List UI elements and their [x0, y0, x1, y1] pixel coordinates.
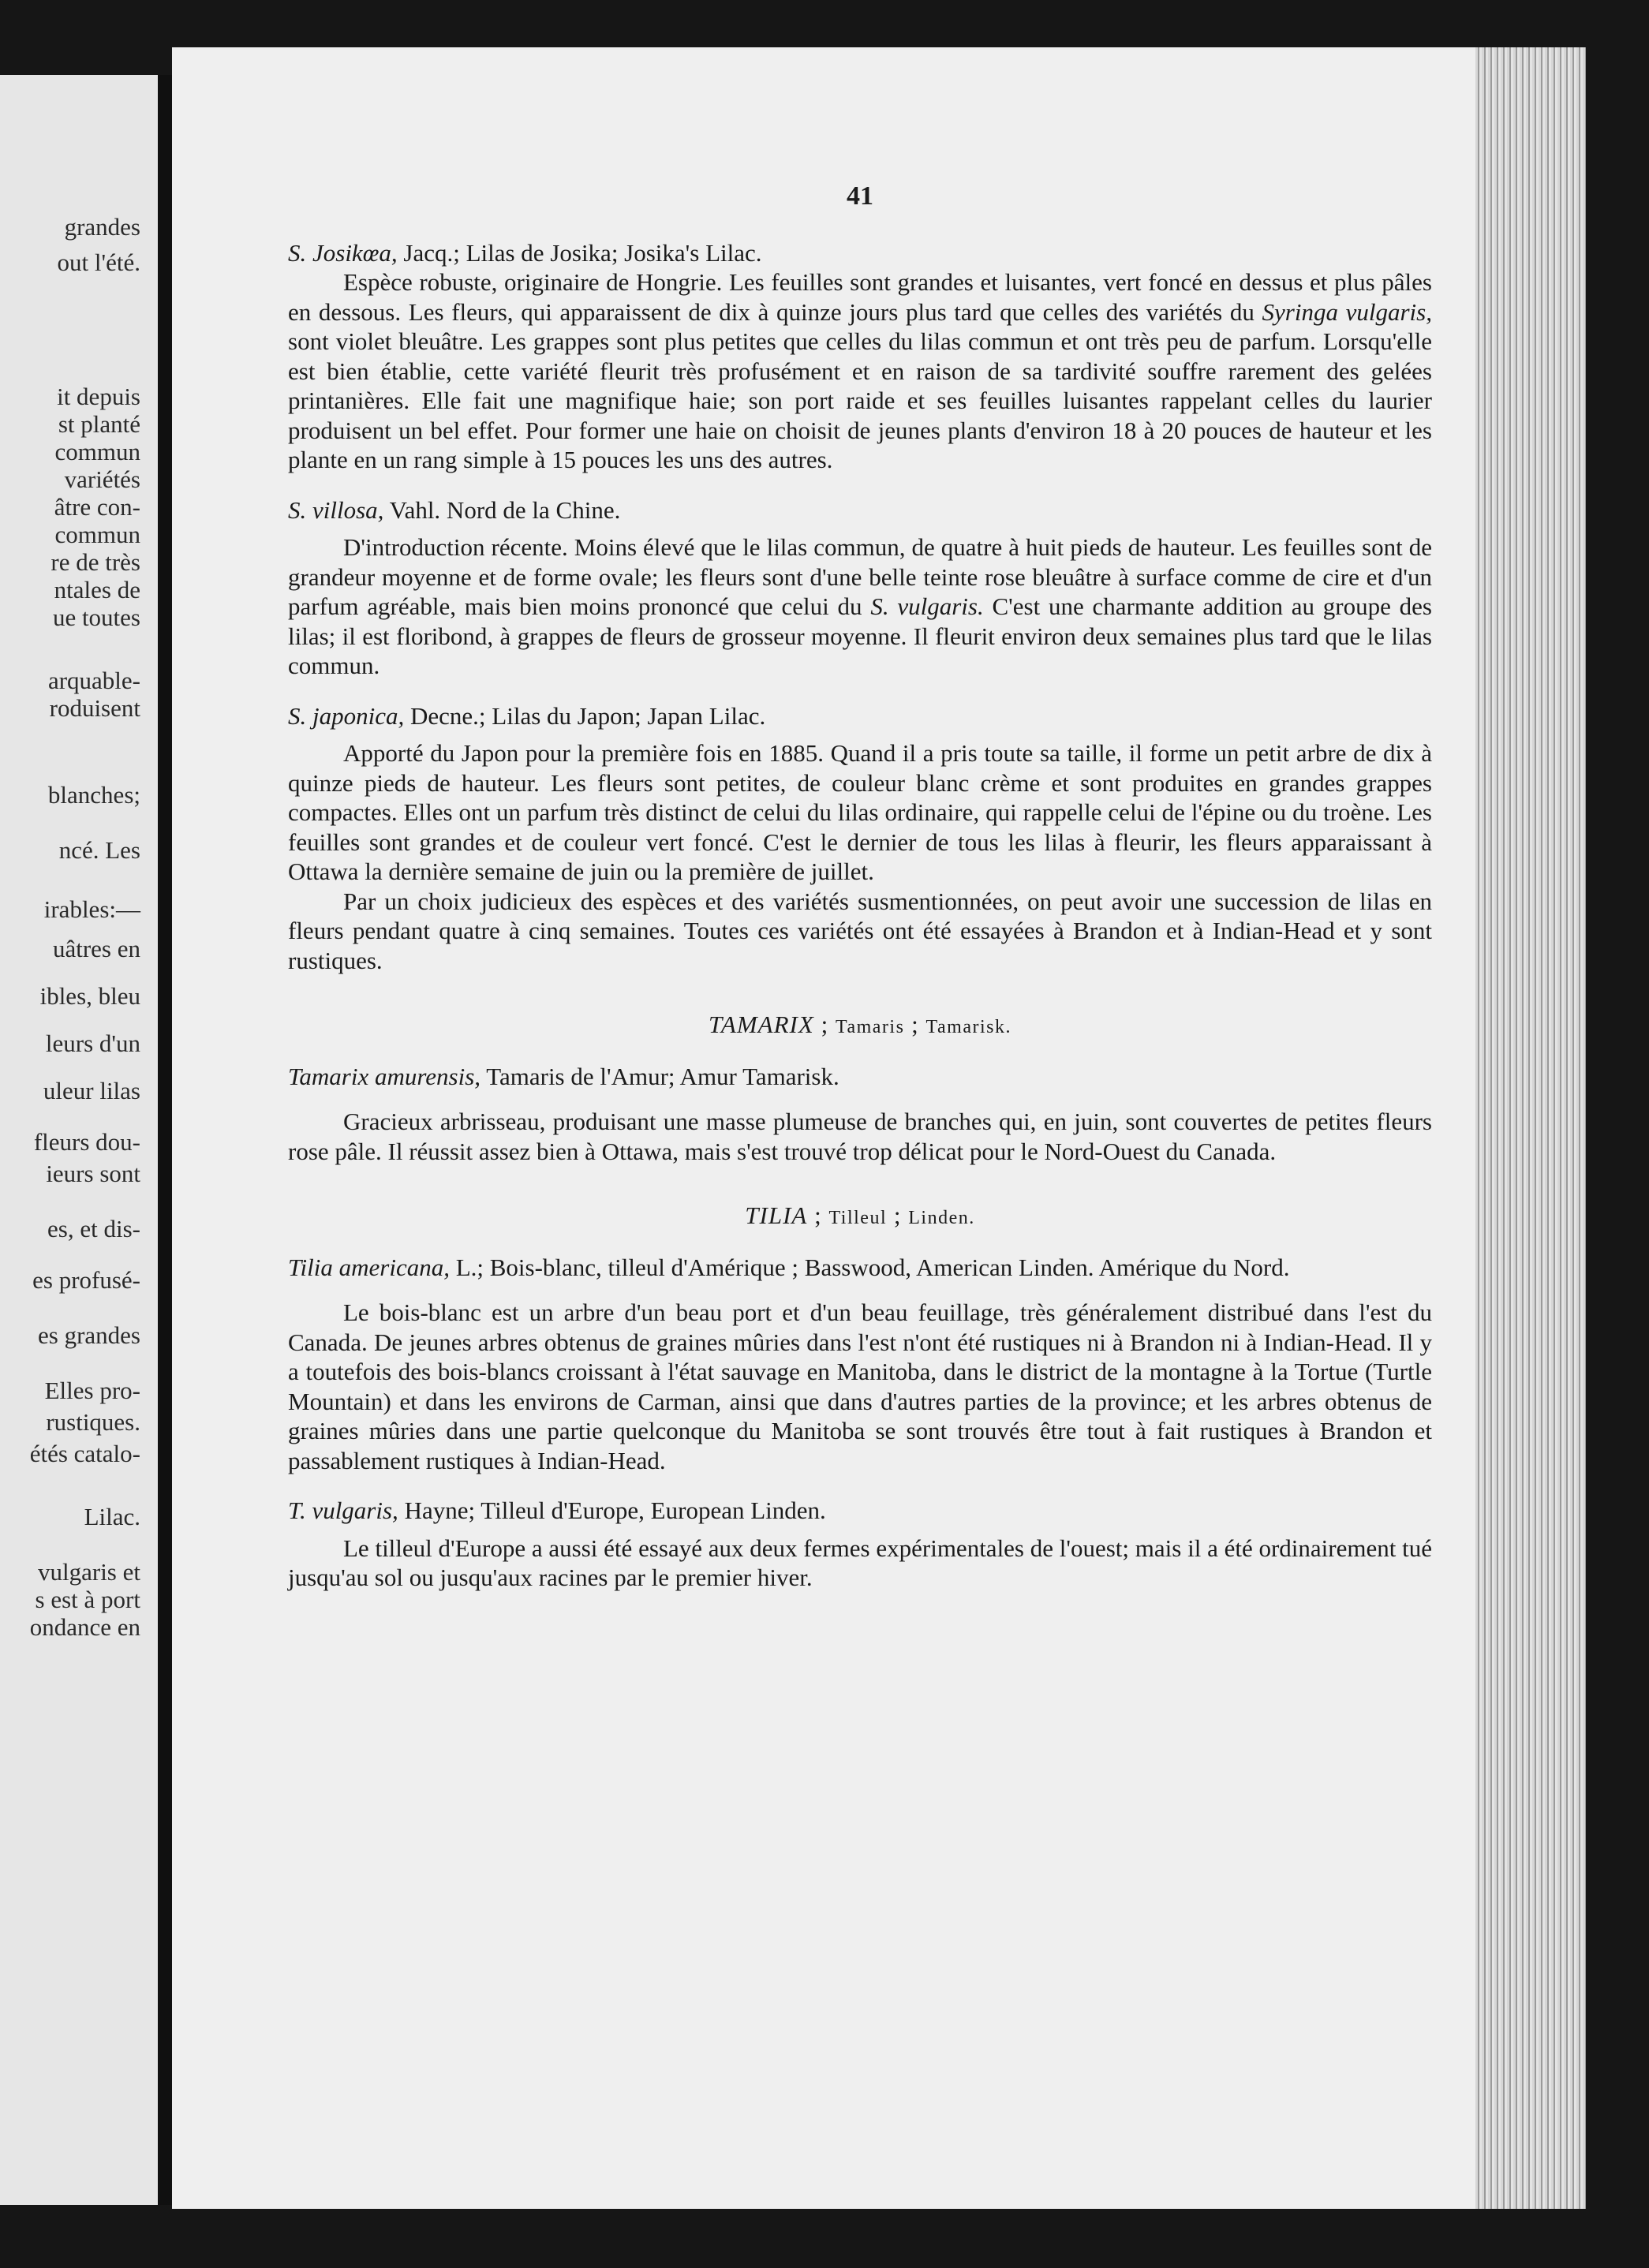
left-margin-fragment: commun [54, 438, 140, 465]
paragraph-josikaea: Espèce robuste, originaire de Hongrie. Les feuilles sont grandes et luisantes, vert foncé en dessus et plus pâles en dessous. Les fleurs, qui apparaissent de dix à quinze jours plus tard que celles des variétés du Syringa vulgaris, sont violet bleuâtre. Les grappes sont plus petites que celles du lilas commun et ont très peu de parfum. Lorsqu'elle est bien établie, cette variété fleurit très profusément et en raison de sa tardivité souffre rarement des gelées printanières. Elle fait une magnifique haie; son port raide et ses feuilles luisantes rappelant celles du laurier produisent un bel effet. Pour former une haie on choisit de jeunes plants d'environ 18 à 20 pouces de hauteur et les plante en un rang simple à 15 pouces les uns des autres. [288, 268, 1432, 473]
page-number: 41 [847, 181, 873, 211]
species-name: T. vulgaris, [288, 1496, 398, 1524]
left-margin-fragment: out l'été. [57, 248, 140, 276]
entry-heading-tilia-vulgaris: T. vulgaris, Hayne; Tilleul d'Europe, European Linden. [288, 1496, 826, 1524]
left-margin-fragment: variétés [64, 465, 140, 493]
species-name: S. japonica, [288, 701, 405, 730]
left-margin-fragment: es grandes [38, 1321, 140, 1349]
left-margin-fragment: uâtres en [52, 935, 140, 962]
paragraph-japonica-1: Apporté du Japon pour la première fois en 1885. Quand il a pris toute sa taille, il forme un petit arbre de dix à quinze pieds de hauteur. Les fleurs sont petites, de couleur blanc crème et sont produites en grandes grappes compactes. Elles ont un parfum très distinct de celui du lilas ordinaire, qui rappelle celui de l'épine ou du troène. Les feuilles sont grandes et de couleur vert foncé. C'est le dernier de tous les lilas à fleurir, les fleurs apparaissant à Ottawa la dernière semaine de juin ou la première de juillet. [288, 739, 1432, 885]
entry-heading-tamarix: Tamarix amurensis, Tamaris de l'Amur; Amur Tamarisk. [288, 1062, 839, 1090]
left-margin-fragment: étés catalo- [29, 1440, 140, 1467]
entry-heading-villosa: S. villosa, Vahl. Nord de la Chine. [288, 495, 621, 524]
paragraph-japonica-2: Par un choix judicieux des espèces et des variétés susmentionnées, on peut avoir une succession de lilas en fleurs pendant quatre à cinq semaines. Toutes ces variétés ont été essayées à Brandon et à Indian-Head et y sont rustiques. [288, 887, 1432, 974]
genus-heading-tilia: TILIA ; Tilleul ; Linden. [745, 1201, 975, 1229]
left-margin-fragment: Lilac. [84, 1503, 140, 1530]
paragraph-villosa: D'introduction récente. Moins élevé que le lilas commun, de quatre à huit pieds de hauteur. Les feuilles sont de grandeur moyenne et de forme ovale; les fleurs sont d'une belle teinte rose bleuâtre à surface comme de cire et d'un parfum agréable, mais bien moins prononcé que celui du S. vulgaris. C'est une charmante addition au groupe des lilas; il est floribond, à grappes de fleurs de grosseur moyenne. Il fleurit environ deux semaines plus tard que le lilas commun. [288, 533, 1432, 679]
left-margin-fragment: âtre con- [54, 493, 140, 521]
left-margin-fragment: ntales de [54, 576, 140, 603]
left-margin-fragment: ibles, bleu [39, 982, 140, 1010]
paragraph-tilia: Le bois-blanc est un arbre d'un beau port et d'un beau feuillage, très généralement distribué dans l'est du Canada. De jeunes arbres obtenus de graines mûries dans l'est n'ont été rustiques ni à Brandon ni à Indian-Head. Il y a toutefois des bois-blancs croissant à l'état sauvage en Manitoba, dans le district de la montagne à la Tortue (Turtle Mountain) et dans les environs de Carman, ainsi que dans d'autres parties de la province; et les arbres obtenus de graines mûries dans une partie quelconque du Manitoba se sont trouvés être tout à fait rustiques à Brandon et passablement rustiques à Indian-Head. [288, 1298, 1432, 1474]
left-margin-fragment: st planté [58, 410, 140, 438]
left-margin-fragment: roduisent [49, 694, 140, 722]
genus-heading-tamarix: TAMARIX ; Tamaris ; Tamarisk. [708, 1011, 1012, 1038]
left-margin-fragment: s est à port [35, 1586, 140, 1613]
left-margin-fragment: ncé. Les [58, 836, 140, 864]
species-name: Tilia americana, [288, 1253, 450, 1281]
left-margin-fragment: vulgaris et [38, 1558, 140, 1586]
left-margin-fragment: es profusé- [32, 1266, 140, 1294]
paragraph-tamarix: Gracieux arbrisseau, produisant une masse plumeuse de branches qui, en juin, sont couvertes de petites fleurs rose pâle. Il réussit assez bien à Ottawa, mais s'est trouvé trop délicat pour le Nord-Ouest du Canada. [288, 1108, 1432, 1165]
left-margin-fragment: irables:— [43, 895, 140, 923]
left-margin-fragment: arquable- [47, 667, 140, 694]
left-margin-fragment: ondance en [29, 1613, 140, 1641]
left-margin-fragment: fleurs dou- [33, 1128, 140, 1156]
left-margin-fragment: leurs d'un [45, 1029, 140, 1057]
species-name: S. villosa, [288, 495, 384, 524]
paragraph-tilia-vulgaris: Le tilleul d'Europe a aussi été essayé aux deux fermes expérimentales de l'ouest; mais il a été ordinairement tué jusqu'au sol ou jusqu'aux racines par le premier hiver. [288, 1534, 1432, 1591]
entry-heading-tilia: Tilia americana, L.; Bois-blanc, tilleul d'Amérique ; Basswood, American Linden. Amérique du Nord. [288, 1253, 1290, 1281]
book-gutter [158, 75, 172, 2205]
left-margin-fragment: it depuis [57, 383, 140, 410]
left-margin-fragment: grandes [64, 213, 140, 241]
species-name: Tamarix amurensis, [288, 1062, 481, 1090]
species-name: S. Josikœa, [288, 238, 398, 267]
left-page-margin [0, 75, 158, 2205]
left-margin-fragment: commun [54, 521, 140, 548]
page-edges [1475, 47, 1586, 2209]
left-margin-fragment: ieurs sont [46, 1160, 140, 1187]
left-margin-fragment: es, et dis- [47, 1215, 140, 1242]
entry-heading-japonica: S. japonica, Decne.; Lilas du Japon; Japan Lilac. [288, 701, 766, 730]
entry-heading-josikaea: S. Josikœa, Jacq.; Lilas de Josika; Josika's Lilac. [288, 238, 762, 267]
left-margin-fragment: ue toutes [52, 603, 140, 631]
left-margin-fragment: uleur lilas [43, 1077, 140, 1104]
left-margin-fragment: Elles pro- [44, 1377, 140, 1404]
left-margin-fragment: rustiques. [46, 1408, 140, 1436]
left-margin-fragment: blanches; [47, 781, 140, 809]
left-margin-fragment: re de très [50, 548, 140, 576]
page-text [288, 181, 1432, 1593]
